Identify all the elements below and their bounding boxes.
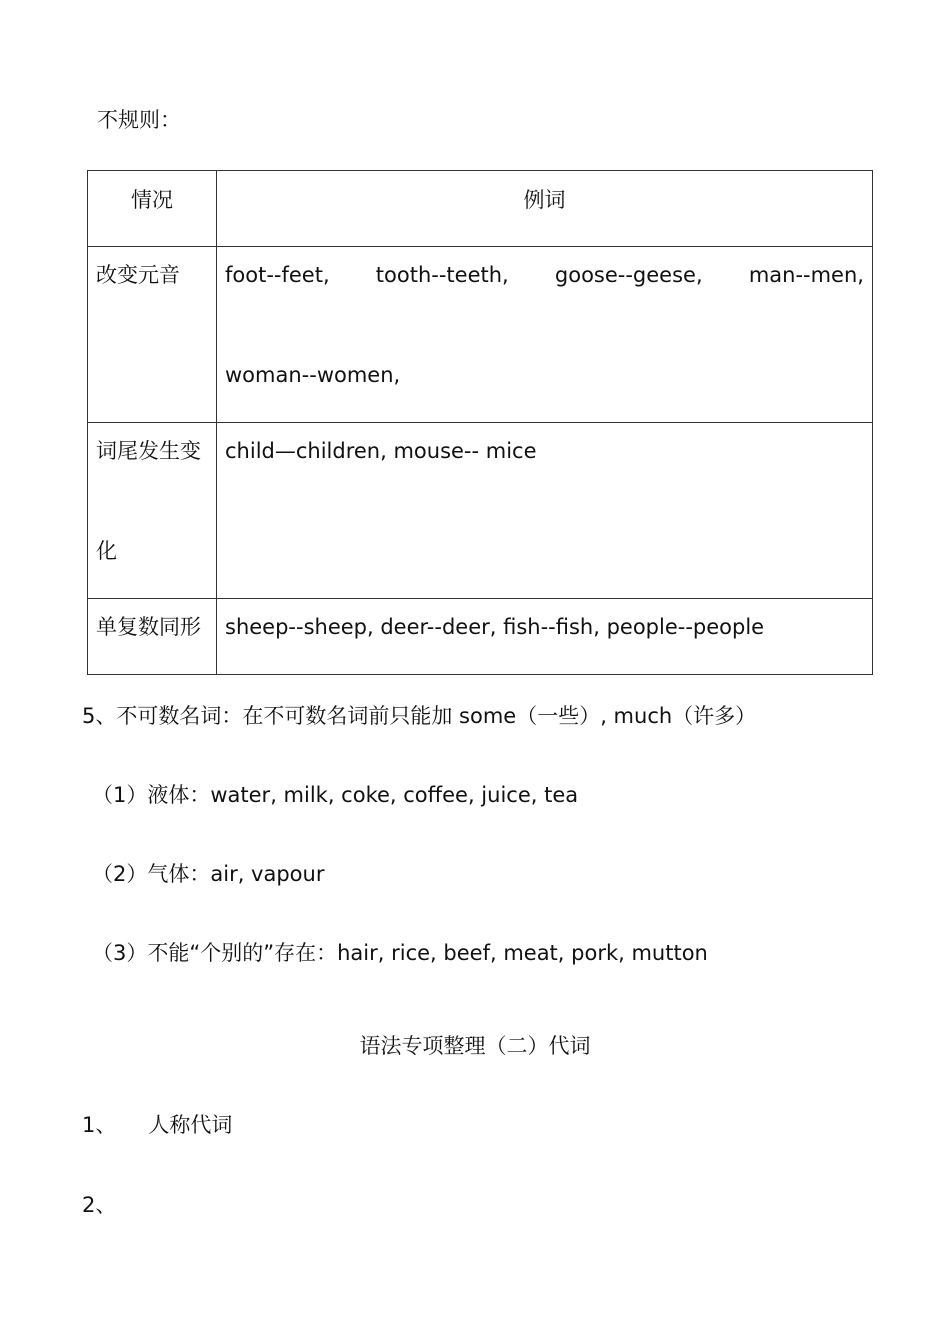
table-header-row: [88, 171, 873, 247]
header-case-text: 情况: [131, 188, 173, 212]
table-row: [88, 247, 873, 423]
case-cell: [88, 599, 217, 675]
list-item-non-individual: （3）不能“个别的”存在：hair, rice, beef, meat, pork, mutton: [92, 941, 708, 965]
header-cell-examples: [217, 171, 873, 247]
case-line: 词尾发生变: [96, 439, 201, 463]
header-cell-case: [88, 171, 217, 247]
examples-cell: [217, 423, 873, 599]
list-text: 人称代词: [148, 1113, 233, 1137]
list-item-gases: （2）气体：air, vapour: [92, 862, 325, 886]
section-5-uncountable-nouns: 5、不可数名词：在不可数名词前只能加 some（一些）, much（许多）: [82, 704, 757, 728]
case-text: 单复数同形: [96, 615, 201, 639]
example-word: man--men,: [748, 263, 864, 287]
case-cell: [88, 247, 217, 423]
list-item-liquids: （1）液体：water, milk, coke, coffee, juice, tea: [92, 783, 579, 807]
case-cell: [88, 423, 217, 599]
examples-text: [217, 247, 872, 389]
examples-line: woman--women,: [225, 363, 401, 387]
list-number: 1、: [82, 1113, 117, 1137]
plural-forms-table: [87, 170, 873, 675]
example-word: goose--geese,: [554, 263, 703, 287]
table-row: [88, 423, 873, 599]
table-row: [88, 599, 873, 675]
list-item-2: [82, 1189, 116, 1219]
examples-text: child—children, mouse-- mice: [225, 439, 537, 463]
examples-line: [225, 261, 864, 289]
case-line: 化: [96, 539, 117, 563]
examples-cell: [217, 599, 873, 675]
examples-cell: [217, 247, 873, 423]
example-word: foot--feet,: [225, 263, 330, 287]
case-text: [88, 423, 216, 565]
irregular-label: 不规则：: [97, 108, 181, 132]
section-heading-pronouns: 语法专项整理（二）代词: [359, 1034, 591, 1058]
list-number: 2、: [82, 1193, 117, 1217]
case-text: 改变元音: [96, 263, 180, 287]
list-item-personal-pronouns: [82, 1109, 232, 1139]
examples-text: sheep--sheep, deer--deer, fish--fish, people--people: [225, 615, 765, 639]
header-examples-text: 例词: [523, 188, 566, 212]
example-word: tooth--teeth,: [375, 263, 509, 287]
